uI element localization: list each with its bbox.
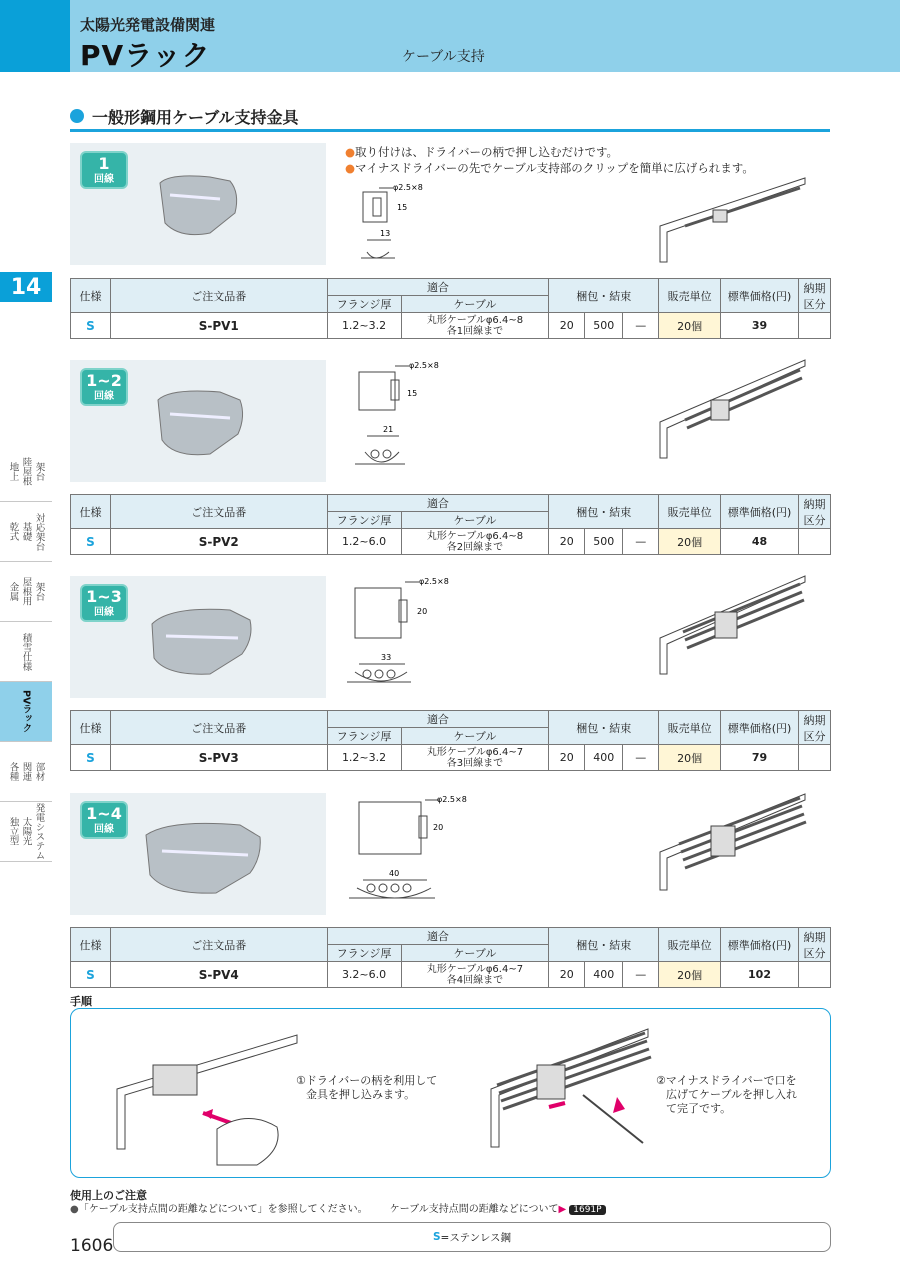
steps-title: 手順 xyxy=(70,995,92,1008)
section-rule xyxy=(70,129,830,132)
footer-legend: S =ステンレス鋼 xyxy=(113,1222,831,1252)
product-photo-pv4 xyxy=(70,793,326,915)
step2-illustration xyxy=(483,1023,653,1163)
caution-title: 使用上のご注意 xyxy=(70,1189,147,1202)
install-drawing-pv2 xyxy=(655,356,810,462)
bullet-icon: ● xyxy=(345,161,356,175)
side-navigation xyxy=(0,442,52,862)
circuit-badge: 1 回線 xyxy=(80,151,128,189)
caution-text: ●「ケーブル支持点間の距離などについて」を参照してください。 xyxy=(70,1204,368,1215)
step1-text: ①ドライバーの柄を利用して 金具を押し込みます。 xyxy=(296,1074,438,1101)
svg-text:33: 33 xyxy=(381,653,392,662)
spec-table-pv1: 仕様 ご注文品番 適合 梱包・結束 販売単位 標準価格(円) 納期区分 フランジ厚 ケーブル S S-PV1 1.2~3.2 丸形ケーブルφ6.4~8 各1回線まで 20 500 — 20個 39 xyxy=(70,278,831,339)
spec-table-pv4: 仕様 ご注文品番 適合 梱包・結束 販売単位 標準価格(円) 納期区分 フランジ厚 ケーブル S S-PV4 3.2~6.0 丸形ケーブルφ6.4~7 各4回線まで 20 400 — 20個 102 xyxy=(70,927,831,988)
product-photo-pv2 xyxy=(70,360,326,482)
dimension-drawing-pv1 xyxy=(345,178,465,272)
install-drawing-pv1 xyxy=(655,176,810,266)
svg-text:20: 20 xyxy=(433,823,444,832)
sidenav-item-parts[interactable]: 各種 関連 部材 xyxy=(0,742,52,802)
svg-text:φ2.5×8: φ2.5×8 xyxy=(437,795,467,804)
install-drawing-pv3 xyxy=(655,572,810,678)
section-title xyxy=(70,104,299,128)
svg-text:20: 20 xyxy=(417,607,428,616)
sidenav-item-standalone[interactable]: 独立型 太陽光 発電システム xyxy=(0,802,52,862)
dimension-drawing-pv3 xyxy=(345,574,465,690)
triangle-right-icon: ▶ xyxy=(558,1204,567,1215)
chapter-tab[interactable]: 14 xyxy=(0,272,52,302)
note-item: ●マイナスドライバーの先でケーブル支持部のクリップを簡単に広げられます。 xyxy=(345,161,754,175)
product-photo-pv3 xyxy=(70,576,326,698)
install-drawing-pv4 xyxy=(655,790,810,896)
svg-text:40: 40 xyxy=(389,869,400,878)
dimension-drawing-pv4 xyxy=(345,790,475,910)
page-reference-tag[interactable]: 1691P xyxy=(569,1205,605,1215)
svg-text:φ2.5×8: φ2.5×8 xyxy=(393,183,423,192)
svg-text:15: 15 xyxy=(407,389,418,398)
svg-text:φ2.5×8: φ2.5×8 xyxy=(419,577,449,586)
table-row: S S-PV3 1.2~3.2 丸形ケーブルφ6.4~7 各3回線まで 20 400 — 20個 79 xyxy=(71,745,831,771)
bullet-dot-icon xyxy=(70,109,84,123)
step1-illustration xyxy=(107,1029,307,1169)
svg-text:13: 13 xyxy=(380,229,391,238)
product-photo-pv1 xyxy=(70,143,326,265)
page-header xyxy=(0,0,900,72)
caution-reference[interactable]: ケーブル支持点間の距離などについて▶ 1691P xyxy=(390,1200,606,1215)
circuit-badge: 1~3 回線 xyxy=(80,584,128,622)
sidenav-item-snow[interactable]: 積雪仕様 xyxy=(0,622,52,682)
svg-text:15: 15 xyxy=(397,203,408,212)
spec-table-pv3: 仕様 ご注文品番 適合 梱包・結束 販売単位 標準価格(円) 納期区分 フランジ厚 ケーブル S S-PV3 1.2~3.2 丸形ケーブルφ6.4~7 各3回線まで 20 400 — 20個 79 xyxy=(70,710,831,771)
sidenav-item-metal-roof[interactable]: 金属 屋根用 架台 xyxy=(0,562,52,622)
svg-text:φ2.5×8: φ2.5×8 xyxy=(409,361,439,370)
step2-text: ②マイナスドライバーで口を 広げてケーブルを押し入れ て完了です。 xyxy=(656,1074,798,1115)
circuit-badge: 1~2 回線 xyxy=(80,368,128,406)
spec-table-pv2: 仕様 ご注文品番 適合 梱包・結束 販売単位 標準価格(円) 納期区分 フランジ厚 ケーブル S S-PV2 1.2~6.0 丸形ケーブルφ6.4~8 各2回線まで 20 500 — 20個 48 xyxy=(70,494,831,555)
feature-notes xyxy=(345,144,754,176)
caution-body xyxy=(70,1200,606,1215)
table-row: S S-PV1 1.2~3.2 丸形ケーブルφ6.4~8 各1回線まで 20 500 — 20個 39 xyxy=(71,313,831,339)
header-corner-block xyxy=(0,0,70,72)
dimension-drawing-pv2 xyxy=(345,356,465,476)
svg-text:21: 21 xyxy=(383,425,394,434)
header-category: 太陽光発電設備関連 xyxy=(80,16,216,34)
header-title: PVラック xyxy=(80,39,211,72)
sidenav-item-dry-foundation[interactable]: 乾式 基礎 対応架台 xyxy=(0,502,52,562)
sidenav-item-pv-rack[interactable]: PVラック xyxy=(0,682,52,742)
section-title-text: 一般形鋼用ケーブル支持金具 xyxy=(92,107,299,127)
circuit-badge: 1~4 回線 xyxy=(80,801,128,839)
bullet-icon: ● xyxy=(345,145,356,159)
table-row: S S-PV4 3.2~6.0 丸形ケーブルφ6.4~7 各4回線まで 20 400 — 20個 102 xyxy=(71,962,831,988)
note-item: ●取り付けは、ドライバーの柄で押し込むだけです。 xyxy=(345,145,619,159)
header-subtitle: ケーブル支持 xyxy=(402,49,485,65)
page-number: 1606 xyxy=(70,1236,114,1256)
sidenav-item-ground[interactable]: 地上 陸屋根 架台 xyxy=(0,442,52,502)
table-row: S S-PV2 1.2~6.0 丸形ケーブルφ6.4~8 各2回線まで 20 500 — 20個 48 xyxy=(71,529,831,555)
steps-box xyxy=(70,1008,831,1178)
